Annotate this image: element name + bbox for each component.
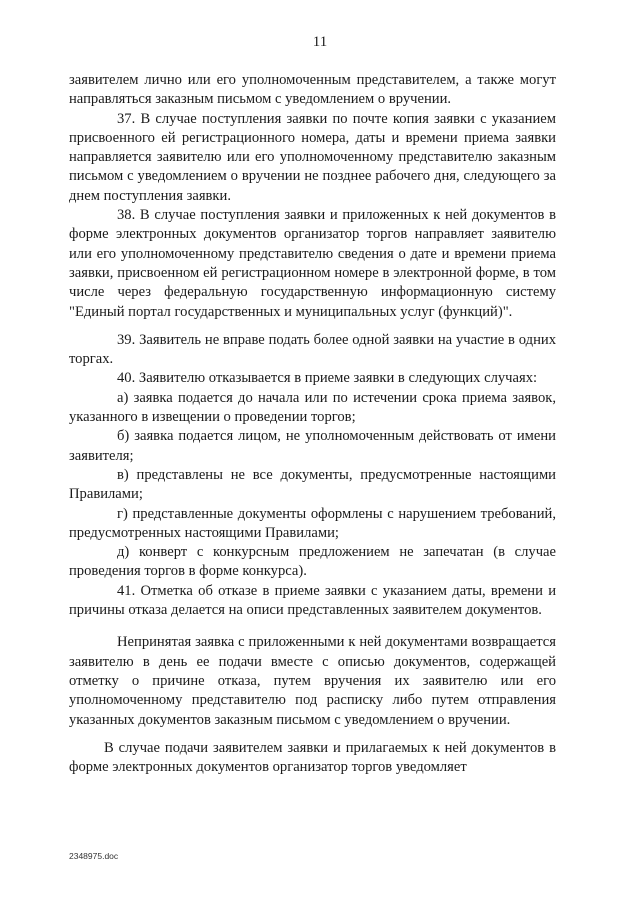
paragraph: 37. В случае поступления заявки по почте копия заявки с указанием присвоенного ей регистрационного номера, даты и времени приема заявки направляется заявителю или его уполномоченному представителю заказным письмом с уведомлением о вручении не позднее рабочего дня, следующего за днем поступления заявки.	[69, 110, 556, 204]
paragraph: а) заявка подается до начала или по истечении срока приема заявок, указанного в извещении о проведении торгов;	[69, 389, 556, 426]
paragraph: 38. В случае поступления заявки и приложенных к ней документов в форме электронных документов организатор торгов направляет заявителю или его уполномоченному представителю сведения о дате и времени приема заявки, присвоенном ей регистрационном номере в электронной форме, в том числе через федеральную государственную информационную систему "Единый портал государственных и муниципальных услуг (функций)".	[69, 207, 556, 320]
paragraph: 40. Заявителю отказывается в приеме заявки в следующих случаях:	[117, 370, 538, 387]
page-number: 11	[312, 34, 328, 50]
paragraph: 39. Заявитель не вправе подать более одной заявки на участие в одних торгах.	[69, 331, 556, 368]
paragraph: Непринятая заявка с приложенными к ней документами возвращается заявителю в день ее подачи вместе с описью документов, содержащей отметку о причине отказа, путем вручения их заявителю или его уполномоченному представителю под расписку либо путем отправления указанных документов заказным письмом с уведомлением о вручении.	[69, 634, 556, 728]
paragraph: заявителем лично или его уполномоченным представителем, а также могут направляться заказным письмом с уведомлением о вручении.	[69, 72, 556, 108]
paragraph: 41. Отметка об отказе в приеме заявки с указанием даты, времени и причины отказа делается на описи представленных заявителем документов.	[69, 582, 556, 619]
paragraph: г) представленные документы оформлены с нарушением требований, предусмотренных настоящими Правилами;	[69, 505, 556, 541]
paragraph: д) конверт с конкурсным предложением не запечатан (в случае проведения торгов в форме конкурса).	[69, 544, 556, 580]
footer-doc-label: 2348975.doc	[69, 851, 119, 861]
paragraph: б) заявка подается лицом, не уполномоченным действовать от имени заявителя;	[69, 428, 556, 464]
document-body	[69, 71, 556, 777]
paragraph: В случае подачи заявителем заявки и прилагаемых к ней документов в форме электронных документов организатор торгов уведомляет	[69, 739, 556, 776]
paragraph: в) представлены не все документы, предусмотренные настоящими Правилами;	[69, 466, 556, 503]
